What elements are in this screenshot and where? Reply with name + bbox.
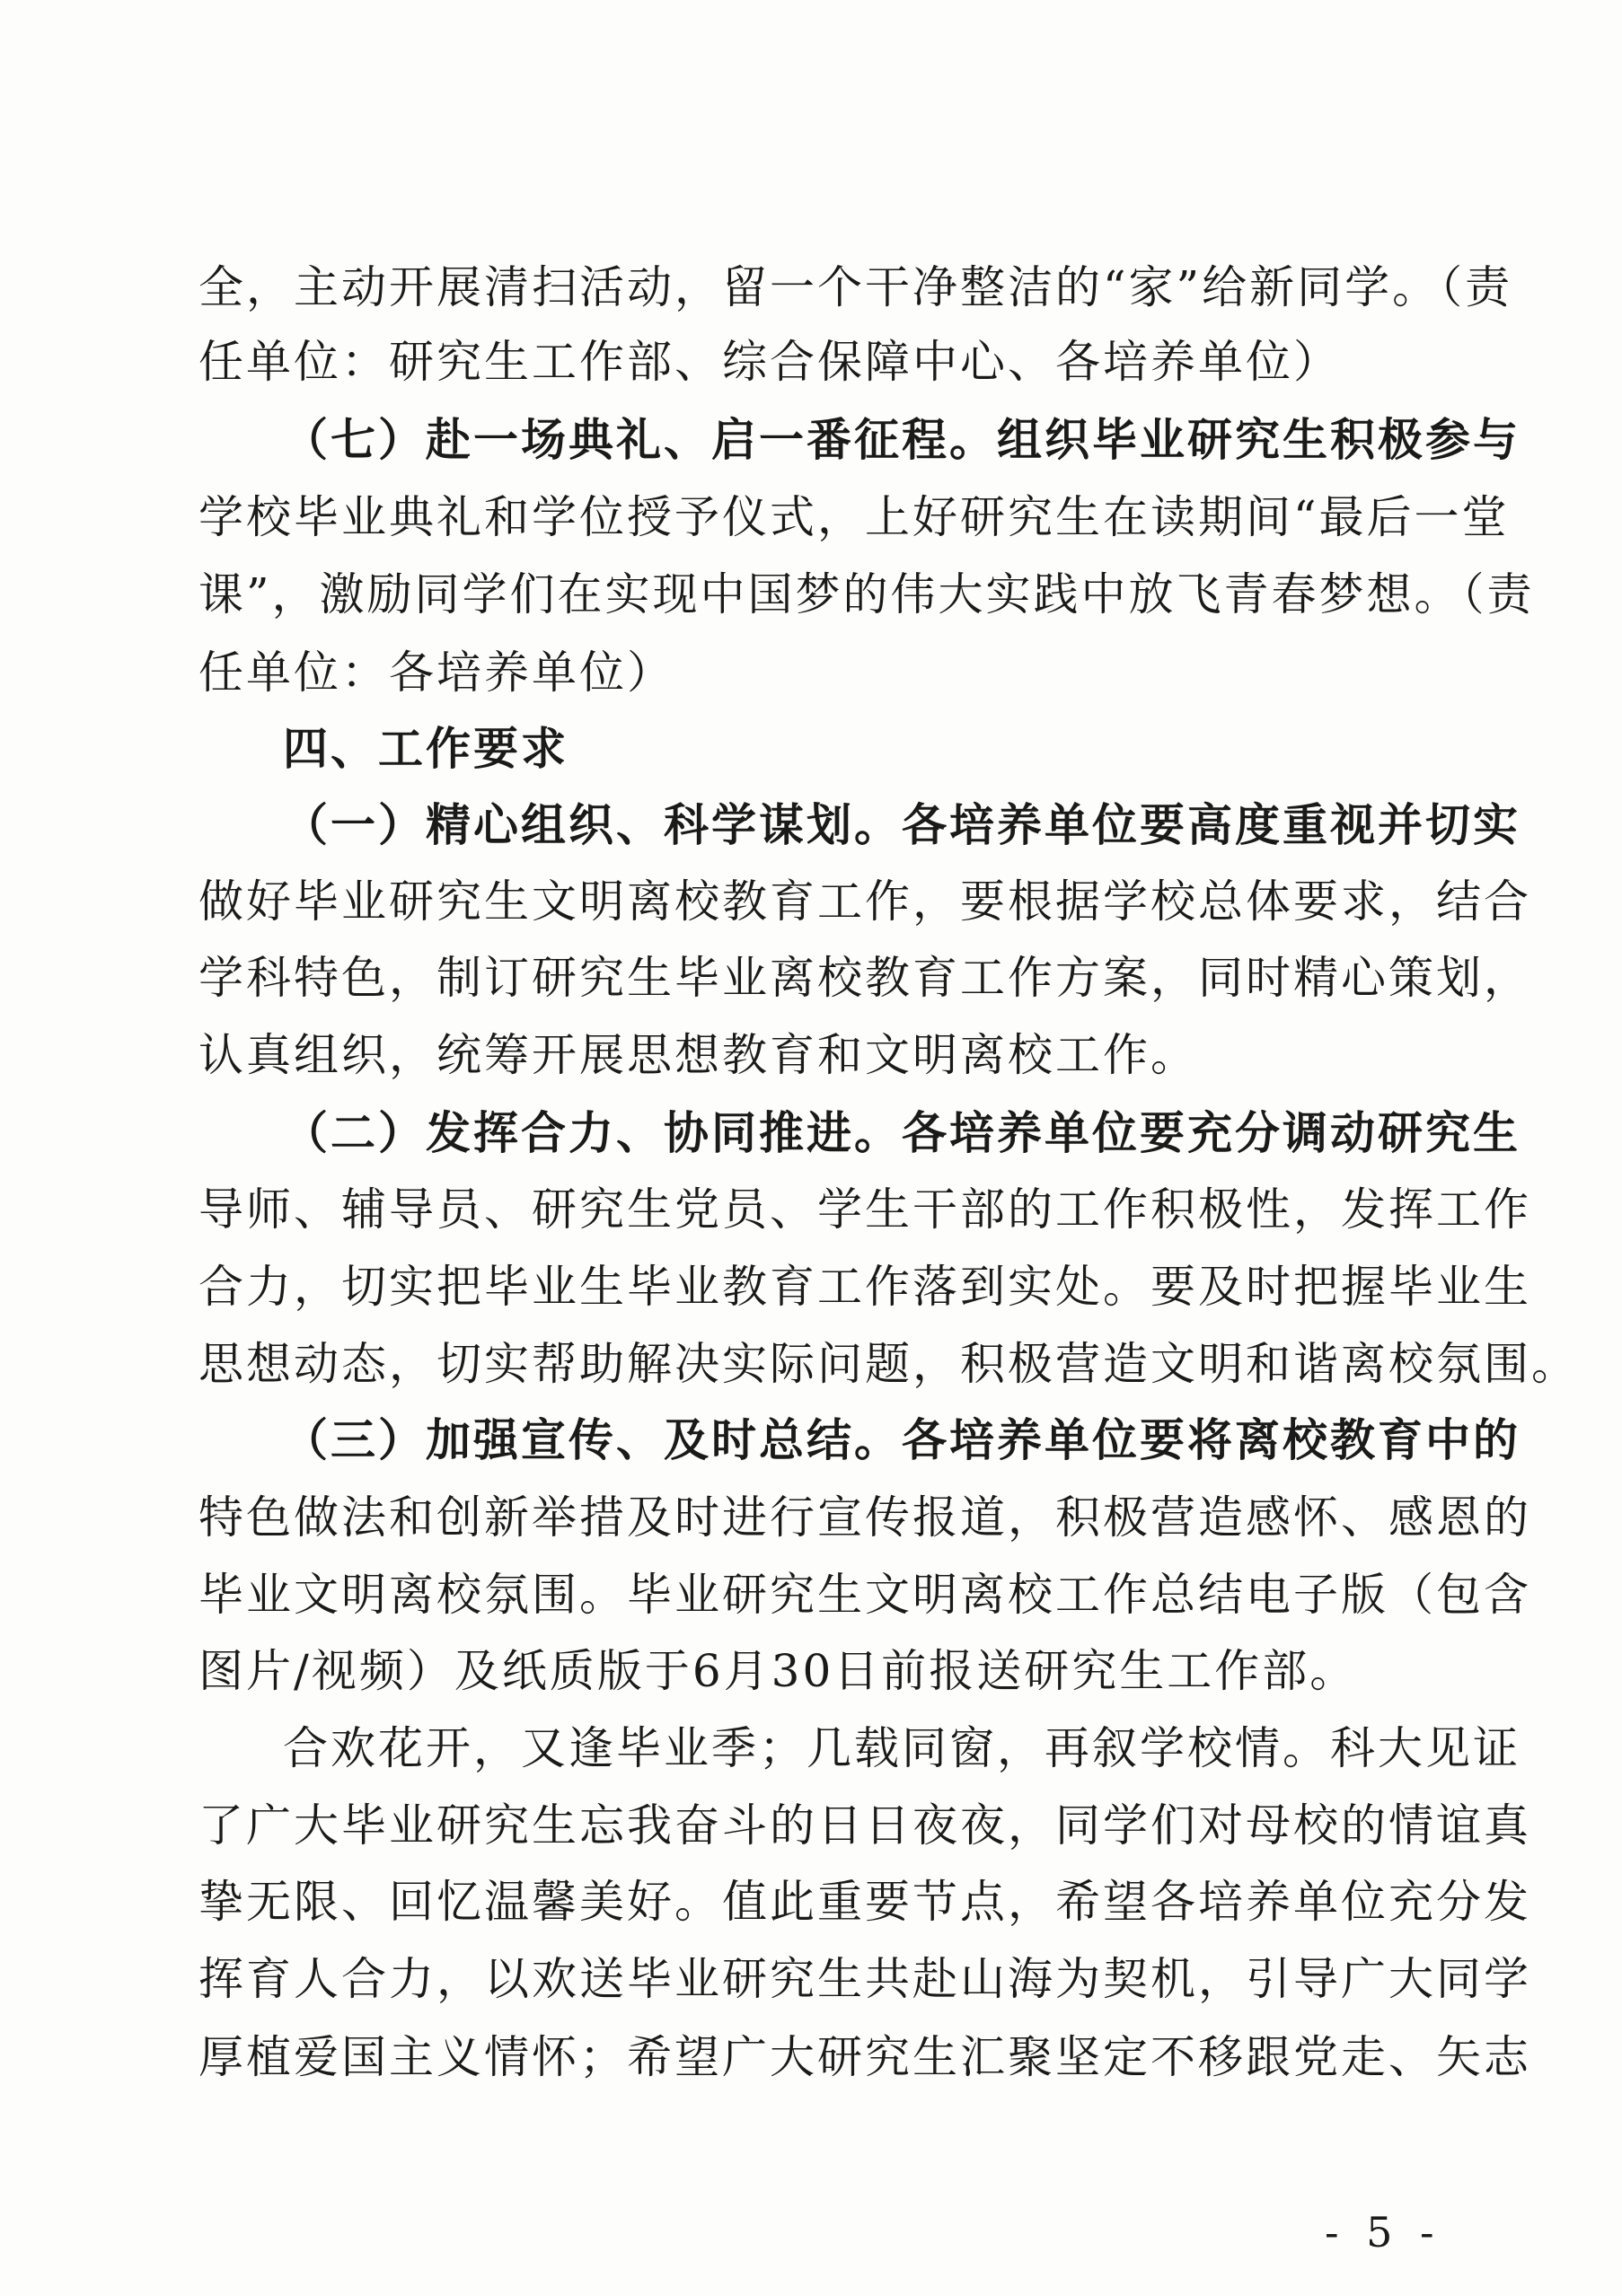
body-line-2: 任单位：研究生工作部、综合保障中心、各培养单位） (198, 336, 1341, 388)
body-line-21: 了广大毕业研究生忘我奋斗的日日夜夜，同学们对母校的情谊真 (198, 1799, 1531, 1852)
body-line-24: 厚植爱国主义情怀；希望广大研究生汇聚坚定不移跟党走、矢志 (198, 2031, 1531, 2083)
requirement-2-first-line: （二）发挥合力、协同推进。各培养单位要充分调动研究生 (283, 1106, 1521, 1159)
body-line-14: 合力，切实把毕业生毕业教育工作落到实处。要及时把握毕业生 (198, 1261, 1531, 1313)
body-line-15: 思想动态，切实帮助解决实际问题，积极营造文明和谐离校氛围。 (198, 1338, 1579, 1390)
body-line-5: 课”，激励同学们在实现中国梦的伟大实践中放飞青春梦想。（责 (198, 568, 1535, 620)
body-line-4: 学校毕业典礼和学位授予仪式，上好研究生在读期间“最后一堂 (198, 491, 1510, 543)
body-line-1: 全，主动开展清扫活动，留一个干净整洁的“家”给新同学。（责 (198, 261, 1513, 313)
closing-paragraph-first-line: 合欢花开，又逢毕业季；几载同窗，再叙学校情。科大见证 (283, 1722, 1521, 1774)
body-line-11: 认真组织，统筹开展思想教育和文明离校工作。 (198, 1029, 1198, 1081)
requirement-3-first-line: （三）加强宣传、及时总结。各培养单位要将离校教育中的 (283, 1413, 1521, 1466)
body-line-9: 做好毕业研究生文明离校教育工作，要根据学校总体要求，结合 (198, 875, 1531, 928)
body-line-18: 毕业文明离校氛围。毕业研究生文明离校工作总结电子版（包含 (198, 1569, 1531, 1621)
body-line-6: 任单位：各培养单位） (198, 647, 674, 699)
body-line-17: 特色做法和创新举措及时进行宣传报道，积极营造感怀、感恩的 (198, 1491, 1531, 1544)
body-line-13: 导师、辅导员、研究生党员、学生干部的工作积极性，发挥工作 (198, 1183, 1531, 1236)
body-line-23: 挥育人合力，以欢送毕业研究生共赴山海为契机，引导广大同学 (198, 1953, 1531, 2005)
body-line-10: 学科特色，制订研究生毕业离校教育工作方案，同时精心策划， (198, 952, 1531, 1004)
section-7-first-line: （七）赴一场典礼、启一番征程。组织毕业研究生积极参与 (283, 413, 1521, 466)
page-number: - 5 - (1325, 2208, 1441, 2256)
section-heading-work-requirements: 四、工作要求 (283, 723, 569, 775)
body-line-22: 挚无限、回忆温馨美好。值此重要节点，希望各培养单位充分发 (198, 1876, 1531, 1928)
requirement-1-first-line: （一）精心组织、科学谋划。各培养单位要高度重视并切实 (283, 798, 1521, 851)
body-line-19: 图片/视频）及纸质版于6月30日前报送研究生工作部。 (198, 1645, 1358, 1697)
